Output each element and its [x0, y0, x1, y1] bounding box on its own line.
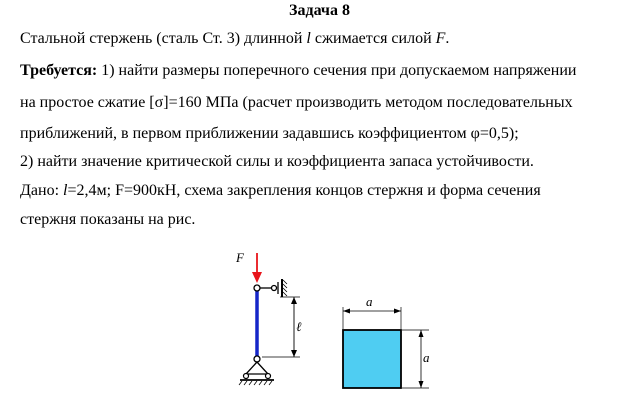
bottom-pin-support	[239, 356, 274, 385]
length-variable: l	[63, 182, 68, 199]
given-text: =2,4м; F=900кН, схема закрепления концов стержня и форма сечения	[67, 182, 541, 199]
requirement-line: на простое сжатие [σ]=160 МПа (расчет производить методом последовательных	[20, 94, 573, 111]
top-slider-support	[254, 279, 287, 297]
given-line: стержня показаны на рис.	[20, 211, 196, 228]
height-label: a	[423, 350, 430, 365]
requirement-line: 2) найти значение критической силы и коэффициента запаса устойчивости.	[20, 153, 534, 170]
width-dimension	[343, 294, 401, 329]
problem-title: Задача 8	[289, 2, 350, 19]
rod-scheme	[235, 250, 302, 385]
length-variable: l	[306, 30, 311, 47]
height-dimension	[402, 330, 430, 388]
force-arrow	[252, 253, 262, 283]
square-section	[343, 330, 401, 388]
width-label: a	[366, 294, 373, 309]
statement-text: .	[445, 30, 450, 47]
length-dimension	[262, 297, 302, 357]
given-text: Дано:	[20, 182, 64, 199]
statement-text: сжимается силой	[310, 30, 436, 47]
requirement-heading: Требуется:	[20, 62, 98, 79]
force-variable: F	[435, 30, 446, 47]
length-label: ℓ	[296, 319, 302, 334]
statement-text: Стальной стержень (сталь Ст. 3) длинной	[20, 30, 307, 47]
requirement-text: 1) найти размеры поперечного сечения при допускаемом напряжении	[97, 62, 577, 79]
force-label: F	[236, 250, 244, 265]
cross-section	[343, 294, 430, 388]
requirement-line: приближений, в первом приближении задавшись коэффициентом φ=0,5);	[20, 125, 519, 142]
